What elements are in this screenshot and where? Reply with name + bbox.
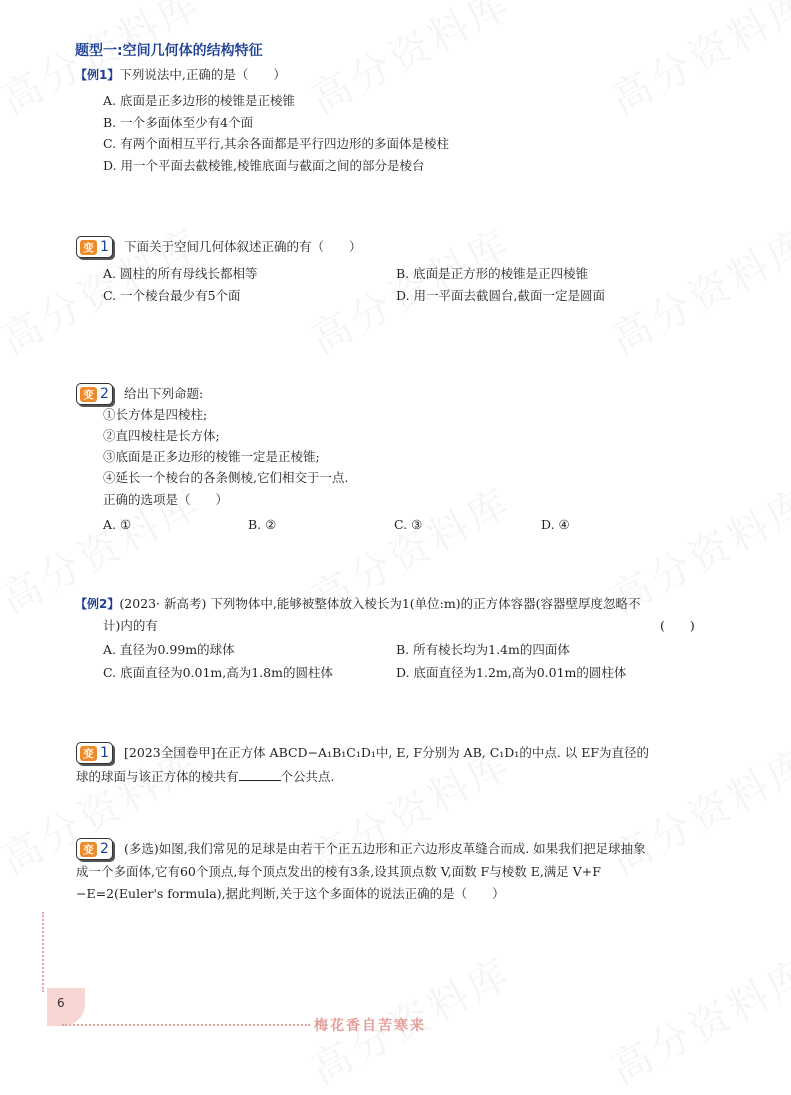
option: C. 有两个面相互平行,其余各面都是平行四边形的多面体是棱柱 xyxy=(103,136,450,151)
option: D. 底面直径为1.2m,高为0.01m的圆柱体 xyxy=(396,665,627,680)
option: D. 用一个平面去截棱锥,棱锥底面与截面之间的部分是棱台 xyxy=(103,158,425,173)
question-stem-cont xyxy=(76,768,335,786)
question-stem-cont: −E=2(Euler's formula),据此判断,关于这个多面体的说法正确的是（ ） xyxy=(76,886,505,901)
footer-divider xyxy=(62,1024,310,1026)
answer-blank[interactable] xyxy=(239,768,281,781)
question-stem: (多选)如图,我们常见的足球是由若干个正五边形和正六边形皮革缝合而成. 如果我们把足球抽象 xyxy=(124,841,646,856)
option: A. 底面是正多边形的棱锥是正棱锥 xyxy=(103,93,295,108)
variant-label: 变 xyxy=(80,842,97,857)
option: A. 直径为0.99m的球体 xyxy=(103,642,235,657)
option: C. ③ xyxy=(394,517,423,532)
proposition: ①长方体是四棱柱; xyxy=(103,407,208,422)
option: B. 所有棱长均为1.4m的四面体 xyxy=(396,642,570,657)
question-stem: 给出下列命题: xyxy=(124,386,204,401)
watermark xyxy=(599,942,791,1095)
answer-paren: ( ) xyxy=(660,618,695,633)
option: B. ② xyxy=(248,517,277,532)
question-stem: (2023· 新高考) 下列物体中,能够被整体放入棱长为1(单位:m)的正方体容器(容器壁厚度忽略不 xyxy=(119,596,641,611)
variant-label: 变 xyxy=(80,746,97,761)
option: D. 用一平面去截圆台,截面一定是圆面 xyxy=(396,288,605,303)
example-label: 【例1】 xyxy=(75,68,120,82)
variant-label: 变 xyxy=(80,240,97,255)
variant-number: 2 xyxy=(100,841,109,857)
option: D. ④ xyxy=(541,517,570,532)
option: C. 底面直径为0.01m,高为1.8m的圆柱体 xyxy=(103,665,333,680)
question-stem: [2023全国卷甲]在正方体 ABCD−A₁B₁C₁D₁中, E, F分别为 AB, C₁D₁的中点. 以 EF为直径的 xyxy=(124,745,650,760)
example-label: 【例2】 xyxy=(75,597,120,611)
footer-motto: 梅花香自苦寒来 xyxy=(314,1018,426,1034)
question-text: 球的球面与该正方体的棱共有 xyxy=(76,769,239,784)
option: C. 一个棱台最少有5个面 xyxy=(103,288,241,303)
option: A. 圆柱的所有母线长都相等 xyxy=(103,266,258,281)
proposition: ④延长一个棱台的各条侧棱,它们相交于一点. xyxy=(103,470,349,485)
proposition: ②直四棱柱是长方体; xyxy=(103,428,220,443)
option: B. 底面是正方形的棱锥是正四棱锥 xyxy=(396,266,589,281)
proposition: ③底面是正多边形的棱锥一定是正棱锥; xyxy=(103,449,320,464)
watermark xyxy=(599,212,791,366)
question-stem: 下列说法中,正确的是（ ） xyxy=(119,67,286,82)
variant-number: 2 xyxy=(100,386,109,402)
variant-number: 1 xyxy=(100,745,109,761)
watermark xyxy=(299,0,520,125)
watermark xyxy=(599,0,791,125)
footer-decoration xyxy=(42,912,44,992)
variant-number: 1 xyxy=(100,239,109,255)
example-1 xyxy=(75,66,286,84)
option: B. 一个多面体至少有4个面 xyxy=(103,115,254,130)
variant-badge xyxy=(76,236,113,258)
question-stem: 下面关于空间几何体叙述正确的有（ ） xyxy=(124,239,362,254)
example-2 xyxy=(75,595,640,613)
question-stem-cont: 计)内的有 xyxy=(103,618,158,633)
page-tab xyxy=(47,988,85,1026)
variant-badge xyxy=(76,838,113,860)
option: A. ① xyxy=(103,517,132,532)
section-title: 题型一:空间几何体的结构特征 xyxy=(75,43,263,59)
page-number: 6 xyxy=(57,996,65,1010)
variant-label: 变 xyxy=(80,387,97,402)
variant-badge xyxy=(76,742,113,764)
question-prompt: 正确的选项是（ ） xyxy=(103,492,229,507)
question-stem-cont: 成一个多面体,它有60个顶点,每个顶点发出的棱有3条,设其顶点数 V,面数 F与棱数 E,满足 V+F xyxy=(76,864,601,879)
question-text: 个公共点. xyxy=(280,769,335,784)
variant-badge xyxy=(76,383,113,405)
